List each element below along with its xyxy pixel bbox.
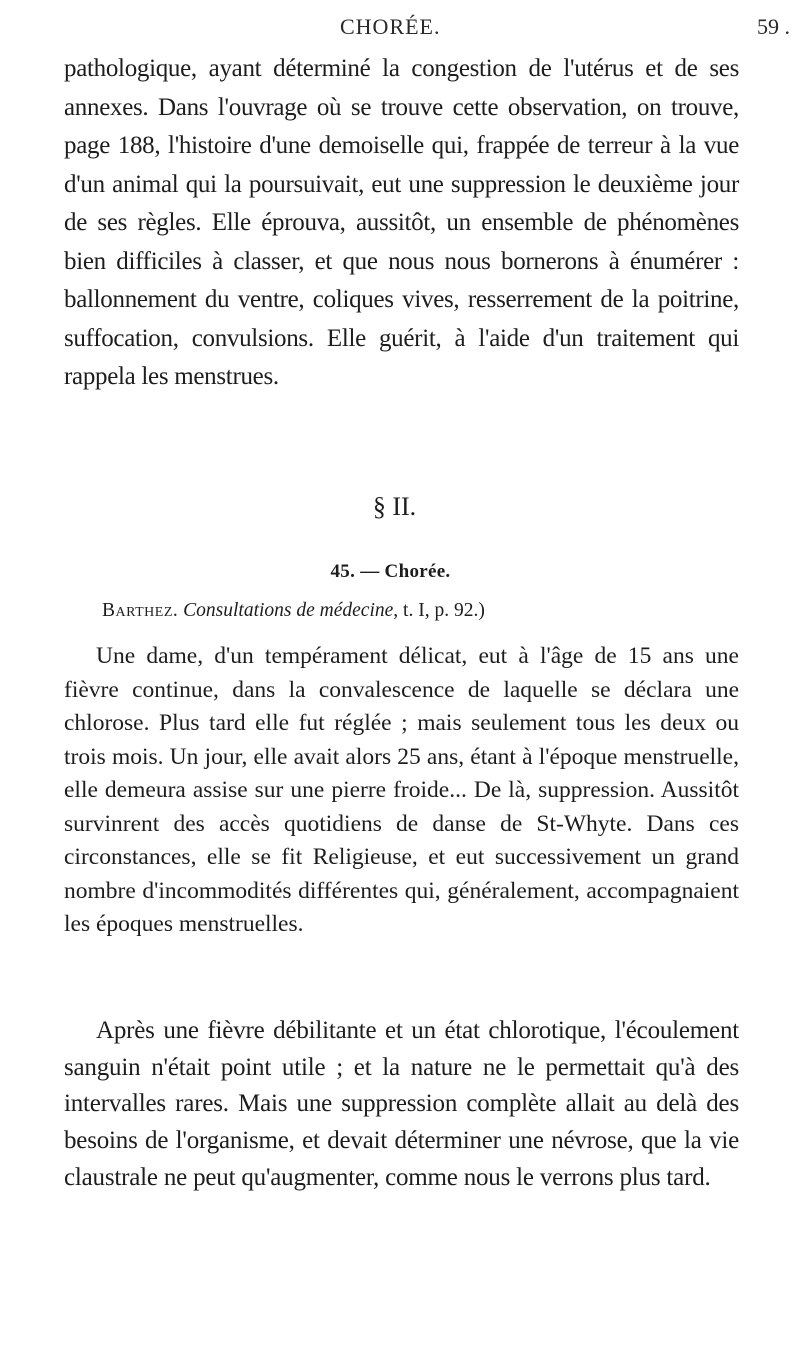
running-header <box>0 14 801 44</box>
section-heading: § II. <box>372 492 417 521</box>
page-number: 59 . <box>757 14 790 39</box>
source-citation <box>102 600 485 622</box>
running-title: CHORÉE. <box>340 14 441 39</box>
paragraph-commentary: Après une fièvre débilitante et un état chlorotique, l'écoulement sanguin n'était point utile ; et la nature ne le permettait qu'à des intervalles rares. Mais une suppression complète allait au delà des besoins de l'organisme, et devait déterminer une névrose, que la vie claustrale ne peut qu'augmenter, comme nous le verrons plus tard. <box>64 1017 739 1191</box>
observation-title: 45. — Chorée. <box>330 561 451 582</box>
paragraph-case-description: Une dame, d'un tempérament délicat, eut à l'âge de 15 ans une fièvre continue, dans la convalescence de laquelle se déclara une chlorose. Plus tard elle fut réglée ; mais seulement tous les deux ou trois mois. Un jour, elle avait alors 25 ans, étant à l'époque menstruelle, elle demeura assise sur une pierre froide... De là, suppression. Aussitôt survinrent des accès quotidiens de danse de St-Whyte. Dans ces circonstances, elle se fit Religieuse, et eut successivement un grand nombre d'incommodités différentes qui, généralement, accompagnaient les époques menstruelles. <box>64 643 739 937</box>
citation-author: Barthez. <box>102 600 179 621</box>
citation-details: t. I, p. 92.) <box>403 600 485 621</box>
citation-work: Consultations de médecine, <box>183 600 399 621</box>
paragraph-top: pathologique, ayant déterminé la congestion de l'utérus et de ses annexes. Dans l'ouvrage où se trouve cette observation, on trouve, page 188, l'histoire d'une demoiselle qui, frappée de terreur à la vue d'un animal qui la poursuivait, eut une suppression le deuxième jour de ses règles. Elle éprouva, aussitôt, un ensemble de phénomènes bien difficiles à classer, et que nous nous bornerons à énumérer : ballonnement du ventre, coliques vives, resserrement de la poitrine, suffocation, convulsions. Elle guérit, à l'aide d'un traitement qui rappela les menstrues. <box>64 55 739 390</box>
